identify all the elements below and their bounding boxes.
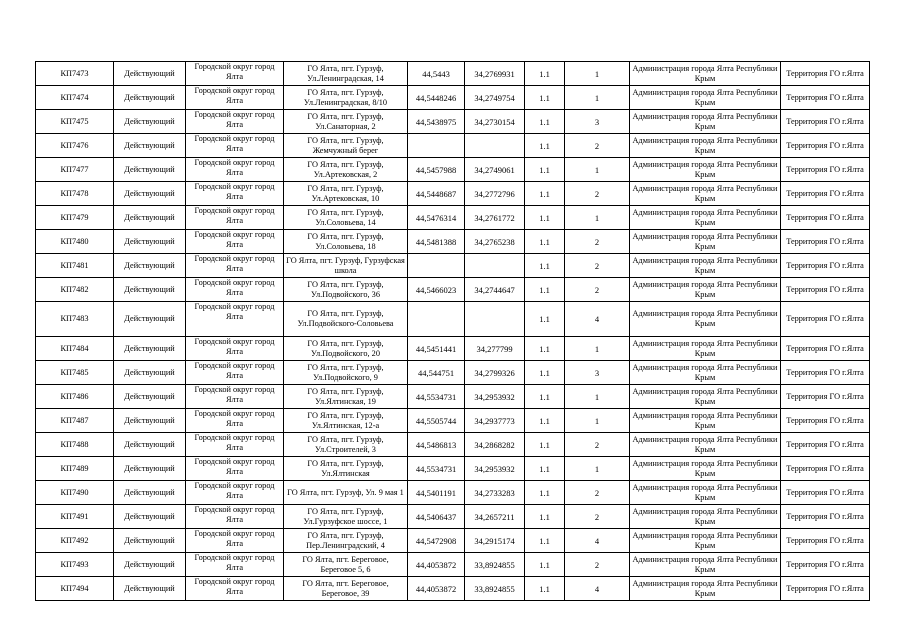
cell-id: КП7490: [36, 481, 114, 505]
cell-count: 1: [565, 158, 630, 182]
cell-address: ГО Ялта, пгт. Гурзуф, Ул.Ялтинская, 12-а: [284, 409, 408, 433]
cell-latitude: 44,544751: [408, 361, 465, 385]
cell-type: 1.1: [525, 577, 565, 601]
cell-status: Действующий: [114, 409, 186, 433]
cell-district: Городской округ город Ялта: [186, 457, 284, 481]
table-row: [36, 278, 870, 302]
cell-count: 2: [565, 278, 630, 302]
cell-owner: Администрация города Ялта Республики Крым: [630, 529, 781, 553]
cell-status: Действующий: [114, 230, 186, 254]
cell-type: 1.1: [525, 529, 565, 553]
cell-district: Городской округ город Ялта: [186, 409, 284, 433]
cell-id: КП7481: [36, 254, 114, 278]
cell-id: КП7483: [36, 302, 114, 337]
cell-latitude: 44,5401191: [408, 481, 465, 505]
cell-longitude: [465, 302, 525, 337]
cell-territory: Территория ГО г.Ялта: [781, 206, 870, 230]
cell-address: ГО Ялта, пгт. Гурзуф, Ул.Подвойского, 20: [284, 337, 408, 361]
cell-type: 1.1: [525, 62, 565, 86]
table-row: [36, 230, 870, 254]
cell-address: ГО Ялта, пгт. Гурзуф, Пер.Ленинградский, 4: [284, 529, 408, 553]
cell-owner: Администрация города Ялта Республики Крым: [630, 230, 781, 254]
cell-latitude: 44,5451441: [408, 337, 465, 361]
cell-count: 2: [565, 505, 630, 529]
cell-territory: Территория ГО г.Ялта: [781, 577, 870, 601]
cell-owner: Администрация города Ялта Республики Крым: [630, 278, 781, 302]
cell-status: Действующий: [114, 302, 186, 337]
cell-address: ГО Ялта, пгт. Гурзуф, Ул.Строителей, 3: [284, 433, 408, 457]
cell-count: 4: [565, 529, 630, 553]
cell-territory: Территория ГО г.Ялта: [781, 433, 870, 457]
cell-territory: Территория ГО г.Ялта: [781, 505, 870, 529]
table-row: [36, 182, 870, 206]
cell-count: 2: [565, 182, 630, 206]
cell-address: ГО Ялта, пгт. Гурзуф, Ул.Гурзуфское шоссе, 1: [284, 505, 408, 529]
table-row: [36, 361, 870, 385]
cell-type: 1.1: [525, 457, 565, 481]
cell-count: 1: [565, 337, 630, 361]
cell-type: 1.1: [525, 433, 565, 457]
cell-district: Городской округ город Ялта: [186, 481, 284, 505]
cell-latitude: 44,5472908: [408, 529, 465, 553]
cell-owner: Администрация города Ялта Республики Крым: [630, 206, 781, 230]
cell-id: КП7475: [36, 110, 114, 134]
cell-owner: Администрация города Ялта Республики Крым: [630, 361, 781, 385]
cell-longitude: 34,2749754: [465, 86, 525, 110]
cell-owner: Администрация города Ялта Республики Крым: [630, 433, 781, 457]
cell-longitude: 34,277799: [465, 337, 525, 361]
table-row: [36, 433, 870, 457]
cell-address: ГО Ялта, пгт. Береговое, Береговое, 39: [284, 577, 408, 601]
table-row: [36, 553, 870, 577]
cell-count: 1: [565, 385, 630, 409]
table-row: [36, 302, 870, 337]
cell-count: 4: [565, 577, 630, 601]
cell-address: ГО Ялта, пгт. Гурзуф, Ул.Ялтинская, 19: [284, 385, 408, 409]
cell-territory: Территория ГО г.Ялта: [781, 529, 870, 553]
cell-owner: Администрация города Ялта Республики Крым: [630, 337, 781, 361]
table-row: [36, 254, 870, 278]
cell-district: Городской округ город Ялта: [186, 86, 284, 110]
cell-owner: Администрация города Ялта Республики Крым: [630, 385, 781, 409]
cell-status: Действующий: [114, 457, 186, 481]
table-row: [36, 134, 870, 158]
cell-latitude: 44,5486813: [408, 433, 465, 457]
cell-owner: Администрация города Ялта Республики Крым: [630, 577, 781, 601]
cell-type: 1.1: [525, 361, 565, 385]
cell-id: КП7478: [36, 182, 114, 206]
cell-owner: Администрация города Ялта Республики Крым: [630, 553, 781, 577]
cell-type: 1.1: [525, 385, 565, 409]
cell-id: КП7473: [36, 62, 114, 86]
table-row: [36, 409, 870, 433]
cell-type: 1.1: [525, 302, 565, 337]
cell-longitude: 34,2799326: [465, 361, 525, 385]
cell-type: 1.1: [525, 254, 565, 278]
cell-id: КП7474: [36, 86, 114, 110]
cell-count: 1: [565, 457, 630, 481]
cell-longitude: 34,2769931: [465, 62, 525, 86]
cell-owner: Администрация города Ялта Республики Крым: [630, 481, 781, 505]
cell-type: 1.1: [525, 409, 565, 433]
cell-type: 1.1: [525, 182, 565, 206]
cell-status: Действующий: [114, 86, 186, 110]
cell-count: 3: [565, 361, 630, 385]
cell-district: Городской округ город Ялта: [186, 182, 284, 206]
cell-owner: Администрация города Ялта Республики Крым: [630, 158, 781, 182]
cell-status: Действующий: [114, 481, 186, 505]
cell-id: КП7487: [36, 409, 114, 433]
cell-id: КП7493: [36, 553, 114, 577]
cell-type: 1.1: [525, 206, 565, 230]
table-row: [36, 62, 870, 86]
cell-latitude: 44,5443: [408, 62, 465, 86]
cell-id: КП7489: [36, 457, 114, 481]
cell-owner: Администрация города Ялта Республики Крым: [630, 182, 781, 206]
cell-district: Городской округ город Ялта: [186, 230, 284, 254]
cell-address: ГО Ялта, пгт. Гурзуф, Ул.Соловьева, 14: [284, 206, 408, 230]
cell-owner: Администрация города Ялта Республики Крым: [630, 62, 781, 86]
cell-owner: Администрация города Ялта Республики Крым: [630, 86, 781, 110]
cell-address: ГО Ялта, пгт. Гурзуф, Ул.Соловьева, 18: [284, 230, 408, 254]
table-row: [36, 577, 870, 601]
cell-id: КП7492: [36, 529, 114, 553]
cell-longitude: 34,2749061: [465, 158, 525, 182]
cell-owner: Администрация города Ялта Республики Крым: [630, 302, 781, 337]
cell-territory: Территория ГО г.Ялта: [781, 409, 870, 433]
cell-type: 1.1: [525, 337, 565, 361]
table-row: [36, 110, 870, 134]
cell-count: 4: [565, 302, 630, 337]
cell-address: ГО Ялта, пгт. Гурзуф, Ул.Подвойского, 9: [284, 361, 408, 385]
cell-type: 1.1: [525, 110, 565, 134]
cell-latitude: 44,5534731: [408, 457, 465, 481]
table-row: [36, 86, 870, 110]
cell-district: Городской округ город Ялта: [186, 278, 284, 302]
table-row: [36, 529, 870, 553]
cell-district: Городской округ город Ялта: [186, 134, 284, 158]
cell-longitude: 33,8924855: [465, 553, 525, 577]
cell-id: КП7477: [36, 158, 114, 182]
table-row: [36, 158, 870, 182]
cell-address: ГО Ялта, пгт. Гурзуф, Жемчужный берег: [284, 134, 408, 158]
cell-type: 1.1: [525, 481, 565, 505]
table-row: [36, 385, 870, 409]
cell-count: 3: [565, 110, 630, 134]
table-row: [36, 481, 870, 505]
table-row: [36, 457, 870, 481]
cell-territory: Территория ГО г.Ялта: [781, 254, 870, 278]
cell-status: Действующий: [114, 505, 186, 529]
cell-count: 2: [565, 433, 630, 457]
cell-owner: Администрация города Ялта Республики Крым: [630, 409, 781, 433]
cell-status: Действующий: [114, 529, 186, 553]
registry-table: [35, 61, 870, 601]
cell-latitude: [408, 254, 465, 278]
cell-id: КП7494: [36, 577, 114, 601]
cell-latitude: 44,4053872: [408, 553, 465, 577]
cell-territory: Территория ГО г.Ялта: [781, 62, 870, 86]
cell-address: ГО Ялта, пгт. Гурзуф, Ул.Подвойского, 36: [284, 278, 408, 302]
cell-district: Городской округ город Ялта: [186, 433, 284, 457]
cell-district: Городской округ город Ялта: [186, 337, 284, 361]
cell-district: Городской округ город Ялта: [186, 361, 284, 385]
cell-territory: Территория ГО г.Ялта: [781, 182, 870, 206]
cell-status: Действующий: [114, 553, 186, 577]
cell-longitude: 34,2744647: [465, 278, 525, 302]
cell-latitude: 44,4053872: [408, 577, 465, 601]
cell-status: Действующий: [114, 433, 186, 457]
cell-status: Действующий: [114, 110, 186, 134]
cell-count: 1: [565, 86, 630, 110]
cell-address: ГО Ялта, пгт. Гурзуф, Ул.Ленинградская, 8/10: [284, 86, 408, 110]
cell-type: 1.1: [525, 553, 565, 577]
cell-territory: Территория ГО г.Ялта: [781, 385, 870, 409]
cell-count: 1: [565, 206, 630, 230]
cell-longitude: 34,2765238: [465, 230, 525, 254]
cell-longitude: 34,2937773: [465, 409, 525, 433]
cell-latitude: [408, 302, 465, 337]
cell-longitude: 34,2657211: [465, 505, 525, 529]
cell-status: Действующий: [114, 337, 186, 361]
cell-address: ГО Ялта, пгт. Гурзуф, Ул.Санаторная, 2: [284, 110, 408, 134]
cell-address: ГО Ялта, пгт. Гурзуф, Ул.Подвойского-Соловьева: [284, 302, 408, 337]
cell-latitude: 44,5534731: [408, 385, 465, 409]
cell-id: КП7484: [36, 337, 114, 361]
cell-count: 2: [565, 553, 630, 577]
cell-district: Городской округ город Ялта: [186, 529, 284, 553]
cell-district: Городской округ город Ялта: [186, 553, 284, 577]
cell-status: Действующий: [114, 134, 186, 158]
cell-territory: Территория ГО г.Ялта: [781, 86, 870, 110]
cell-longitude: 34,2953932: [465, 457, 525, 481]
cell-longitude: [465, 134, 525, 158]
cell-id: КП7482: [36, 278, 114, 302]
cell-longitude: 34,2868282: [465, 433, 525, 457]
cell-type: 1.1: [525, 86, 565, 110]
cell-address: ГО Ялта, пгт. Гурзуф, Ул.Артековская, 10: [284, 182, 408, 206]
cell-district: Городской округ город Ялта: [186, 385, 284, 409]
cell-latitude: 44,5466023: [408, 278, 465, 302]
cell-count: 2: [565, 254, 630, 278]
cell-type: 1.1: [525, 230, 565, 254]
cell-address: ГО Ялта, пгт. Гурзуф, Гурзуфская школа: [284, 254, 408, 278]
cell-district: Городской округ город Ялта: [186, 110, 284, 134]
cell-address: ГО Ялта, пгт. Гурзуф, Ул.Артековская, 2: [284, 158, 408, 182]
cell-type: 1.1: [525, 505, 565, 529]
cell-owner: Администрация города Ялта Республики Крым: [630, 110, 781, 134]
cell-address: ГО Ялта, пгт. Гурзуф, Ул. 9 мая 1: [284, 481, 408, 505]
cell-count: 2: [565, 230, 630, 254]
table-row: [36, 337, 870, 361]
cell-count: 1: [565, 409, 630, 433]
cell-status: Действующий: [114, 206, 186, 230]
cell-status: Действующий: [114, 62, 186, 86]
cell-owner: Администрация города Ялта Республики Крым: [630, 505, 781, 529]
cell-longitude: 34,2730154: [465, 110, 525, 134]
cell-address: ГО Ялта, пгт. Гурзуф, Ул.Ялтинская: [284, 457, 408, 481]
cell-territory: Территория ГО г.Ялта: [781, 110, 870, 134]
cell-status: Действующий: [114, 361, 186, 385]
cell-district: Городской округ город Ялта: [186, 302, 284, 337]
cell-id: КП7488: [36, 433, 114, 457]
cell-longitude: 33,8924855: [465, 577, 525, 601]
cell-latitude: 44,5438975: [408, 110, 465, 134]
cell-latitude: 44,5406437: [408, 505, 465, 529]
cell-district: Городской округ город Ялта: [186, 254, 284, 278]
cell-address: ГО Ялта, пгт. Гурзуф, Ул.Ленинградская, 14: [284, 62, 408, 86]
cell-district: Городской округ город Ялта: [186, 577, 284, 601]
cell-latitude: 44,5481388: [408, 230, 465, 254]
cell-type: 1.1: [525, 134, 565, 158]
cell-status: Действующий: [114, 182, 186, 206]
cell-id: КП7476: [36, 134, 114, 158]
cell-owner: Администрация города Ялта Республики Крым: [630, 457, 781, 481]
cell-latitude: 44,5457988: [408, 158, 465, 182]
cell-district: Городской округ город Ялта: [186, 206, 284, 230]
cell-territory: Территория ГО г.Ялта: [781, 361, 870, 385]
cell-territory: Территория ГО г.Ялта: [781, 457, 870, 481]
cell-type: 1.1: [525, 158, 565, 182]
cell-territory: Территория ГО г.Ялта: [781, 302, 870, 337]
cell-district: Городской округ город Ялта: [186, 62, 284, 86]
cell-status: Действующий: [114, 278, 186, 302]
cell-district: Городской округ город Ялта: [186, 505, 284, 529]
cell-count: 2: [565, 134, 630, 158]
cell-latitude: 44,5476314: [408, 206, 465, 230]
cell-territory: Территория ГО г.Ялта: [781, 481, 870, 505]
cell-latitude: 44,5448687: [408, 182, 465, 206]
cell-count: 1: [565, 62, 630, 86]
cell-type: 1.1: [525, 278, 565, 302]
cell-territory: Территория ГО г.Ялта: [781, 553, 870, 577]
cell-longitude: 34,2772796: [465, 182, 525, 206]
cell-territory: Территория ГО г.Ялта: [781, 230, 870, 254]
cell-id: КП7485: [36, 361, 114, 385]
cell-longitude: 34,2953932: [465, 385, 525, 409]
cell-owner: Администрация города Ялта Республики Крым: [630, 134, 781, 158]
cell-status: Действующий: [114, 254, 186, 278]
cell-longitude: 34,2733283: [465, 481, 525, 505]
cell-longitude: [465, 254, 525, 278]
cell-territory: Территория ГО г.Ялта: [781, 134, 870, 158]
table-body: [36, 62, 870, 601]
cell-latitude: [408, 134, 465, 158]
cell-status: Действующий: [114, 577, 186, 601]
cell-district: Городской округ город Ялта: [186, 158, 284, 182]
cell-latitude: 44,5448246: [408, 86, 465, 110]
cell-territory: Территория ГО г.Ялта: [781, 158, 870, 182]
cell-latitude: 44,5505744: [408, 409, 465, 433]
cell-owner: Администрация города Ялта Республики Крым: [630, 254, 781, 278]
cell-status: Действующий: [114, 385, 186, 409]
cell-id: КП7486: [36, 385, 114, 409]
cell-id: КП7480: [36, 230, 114, 254]
cell-id: КП7491: [36, 505, 114, 529]
cell-address: ГО Ялта, пгт. Береговое, Береговое 5, 6: [284, 553, 408, 577]
cell-status: Действующий: [114, 158, 186, 182]
cell-longitude: 34,2761772: [465, 206, 525, 230]
cell-id: КП7479: [36, 206, 114, 230]
table-row: [36, 505, 870, 529]
cell-count: 2: [565, 481, 630, 505]
table-row: [36, 206, 870, 230]
cell-territory: Территория ГО г.Ялта: [781, 337, 870, 361]
cell-longitude: 34,2915174: [465, 529, 525, 553]
cell-territory: Территория ГО г.Ялта: [781, 278, 870, 302]
